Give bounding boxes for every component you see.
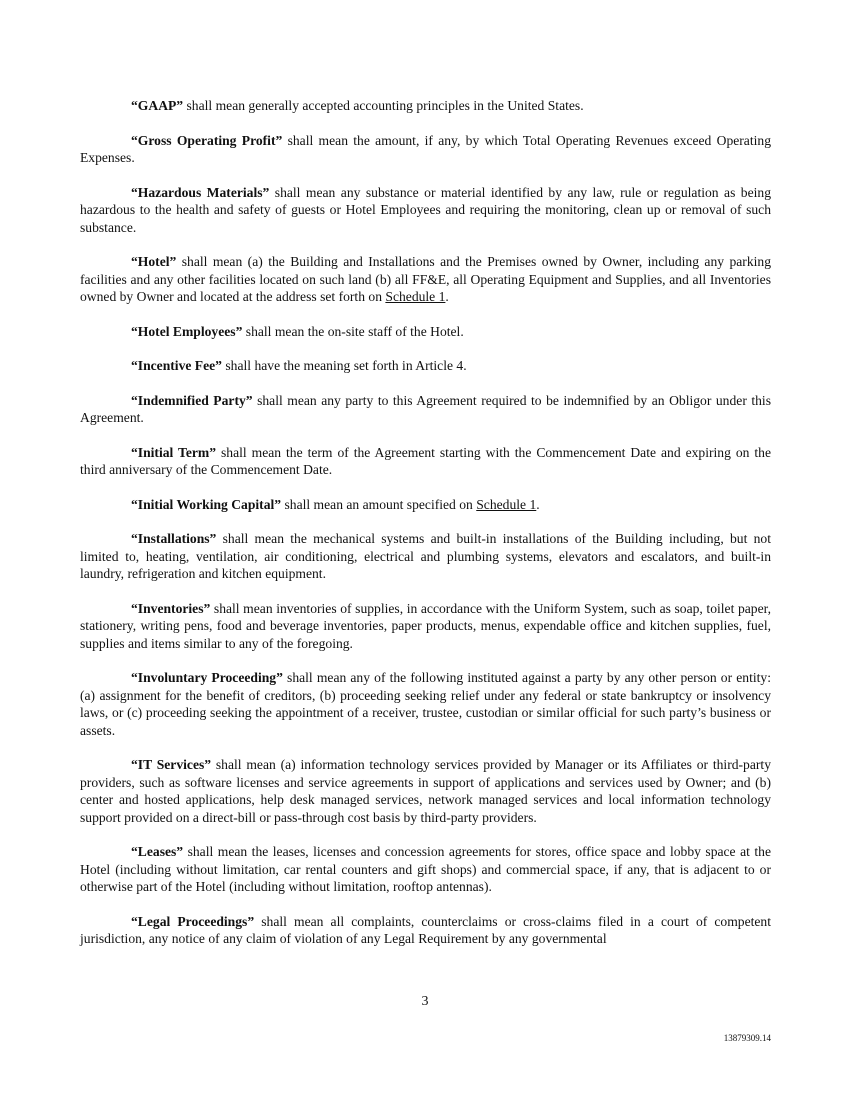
defined-term: “Legal Proceedings”	[131, 913, 255, 929]
defined-term: “Initial Working Capital”	[131, 496, 282, 512]
defined-term: “Leases”	[131, 844, 184, 859]
definition-text: shall mean the leases, licenses and concession agreements for stores, office space and lobby space at the Hotel (including without limitation, car rental counters and gift shops) and commercial space, if any, that is adjacent to or otherwise part of the Hotel (including without limitation, rooftop antennas).	[80, 844, 771, 894]
defined-term: “Involuntary Proceeding”	[131, 670, 283, 685]
defined-term: “Hazardous Materials”	[131, 184, 270, 200]
definition-inventories	[80, 600, 771, 653]
definition-text: shall mean any of the following instituted against a party by any other person or entity: (a) assignment for the benefit of creditors, (b) proceeding seeking relief under any federal or state bankruptcy or insolvency laws, or (c) proceeding seeking the appointment of a receiver, trustee, custodian or similar official for such party’s business or assets.	[80, 670, 771, 738]
definition-text: shall mean any party to this Agreement required to be indemnified by an Obligor under this Agreement.	[80, 392, 771, 425]
definition-hotel	[80, 253, 771, 306]
defined-term: “IT Services”	[131, 757, 212, 772]
definition-text: shall mean inventories of supplies, in accordance with the Uniform System, such as soap, toilet paper, stationery, writing pens, food and beverage inventories, paper products, menus, expendable office and kitchen supplies, fuel, supplies and items similar to any of the foregoing.	[80, 600, 771, 651]
definition-installations	[80, 530, 771, 583]
definition-text: .	[445, 289, 449, 304]
definition-hotel-employees	[80, 323, 771, 341]
definition-legal-proceedings	[80, 913, 771, 948]
definition-text: shall mean all complaints, counterclaims or cross-claims filed in a court of competent jurisdiction, any notice of any claim of violation of any Legal Requirement by any governmental	[80, 913, 772, 946]
definition-incentive-fee	[80, 357, 771, 375]
defined-term: “Gross Operating Profit”	[131, 132, 283, 148]
definition-initial-term	[80, 444, 771, 479]
definition-text: shall mean any substance or material identified by any law, rule or regulation as being hazardous to the health and safety of guests or Hotel Employees and requiring the monitoring, clean up or removal of such substance.	[80, 184, 772, 235]
definition-text: shall mean the amount, if any, by which Total Operating Revenues exceed Operating Expenses.	[80, 132, 771, 165]
page-number: 3	[421, 994, 429, 1009]
schedule-reference: Schedule 1	[476, 496, 537, 512]
document-id: 13879309.14	[723, 1033, 771, 1043]
defined-term: “Inventories”	[131, 600, 211, 616]
definition-gaap	[80, 97, 771, 115]
defined-term: “Hotel Employees”	[131, 323, 243, 339]
definition-indemnified-party	[80, 392, 771, 427]
defined-term: “Incentive Fee”	[131, 358, 222, 373]
definition-gross-operating-profit	[80, 132, 771, 167]
definition-it-services	[80, 756, 771, 826]
definition-text: .	[536, 496, 540, 512]
defined-term: “Initial Term”	[131, 444, 217, 460]
defined-term: “Installations”	[131, 531, 217, 546]
definition-text: shall mean the mechanical systems and built-in installations of the Building including, but not limited to, heating, ventilation, air conditioning, electrical and plumbing systems, elevators and escalators, and built-in laundry, refrigeration and kitchen equipment.	[80, 531, 771, 581]
definition-text: shall have the meaning set forth in Article 4.	[221, 358, 467, 373]
definition-text: shall mean (a) information technology services provided by Manager or its Affiliates or third-party providers, such as software licenses and service agreements in support of applications and services used by Owner; and (b) center and hosted applications, help desk managed services, network managed services and local information technology support provided on a direct-bill or pass-through cost basis by third-party providers.	[80, 757, 771, 825]
defined-term: “Indemnified Party”	[131, 392, 253, 408]
definition-text: shall mean the term of the Agreement starting with the Commencement Date and expiring on the third anniversary of the Commencement Date.	[80, 444, 771, 477]
definition-hazardous-materials	[80, 184, 771, 237]
definition-initial-working-capital	[80, 496, 771, 514]
schedule-reference: Schedule 1	[385, 289, 446, 304]
defined-term: “Hotel”	[131, 254, 177, 269]
definition-text: shall mean the on-site staff of the Hotel.	[242, 323, 464, 339]
definition-text: shall mean an amount specified on	[281, 496, 477, 512]
definition-text: shall mean generally accepted accounting principles in the United States.	[183, 98, 584, 113]
definition-involuntary-proceeding	[80, 669, 771, 739]
definition-text: shall mean (a) the Building and Installations and the Premises owned by Owner, including any parking facilities and any other facilities located on such land (b) all FF&E, all Operating Equipment and Supplies, and all Inventories owned by Owner and located at the address set forth on	[80, 254, 771, 304]
defined-term: “GAAP”	[131, 98, 184, 113]
definition-leases	[80, 843, 771, 896]
document-body	[80, 97, 771, 965]
